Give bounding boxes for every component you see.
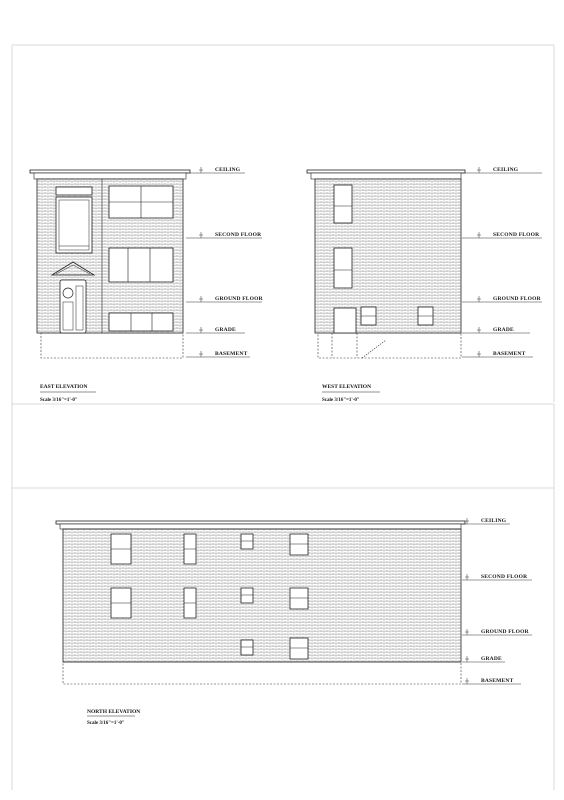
west-scale: Scale 3/16"=1'-0" — [322, 398, 360, 403]
east-label-second-floor: SECOND FLOOR — [215, 232, 262, 238]
east-elevation — [30, 167, 264, 403]
east-parapet — [34, 173, 186, 179]
east-label-ceiling: CEILING — [215, 167, 241, 173]
west-small-window-1 — [361, 307, 376, 325]
west-elevation — [307, 167, 542, 403]
north-label-second-floor: SECOND FLOOR — [481, 574, 528, 580]
east-foundation — [41, 333, 183, 358]
west-label-basement: BASEMENT — [493, 351, 526, 357]
west-title: WEST ELEVATION — [322, 384, 372, 390]
east-scale: Scale 3/16"=1'-0" — [40, 398, 78, 403]
east-window-lower — [109, 313, 173, 331]
west-label-ground-floor: GROUND FLOOR — [493, 296, 541, 302]
west-parapet — [311, 173, 461, 179]
north-scale: Scale 3/16"=1'-0" — [87, 721, 125, 726]
east-label-basement: BASEMENT — [215, 351, 248, 357]
east-label-ground-floor: GROUND FLOOR — [215, 296, 263, 302]
north-label-grade: GRADE — [481, 656, 502, 662]
north-label-ground-floor: GROUND FLOOR — [481, 629, 529, 635]
west-window-middle — [334, 248, 352, 288]
east-window-upper — [109, 186, 173, 218]
east-parapet-cap — [30, 170, 190, 173]
west-label-grade: GRADE — [493, 327, 514, 333]
west-small-window-2 — [418, 307, 433, 325]
north-parapet — [60, 524, 461, 529]
east-stair-window-upper — [56, 187, 92, 195]
west-rear-door — [334, 308, 356, 333]
west-basement-stair — [362, 340, 386, 358]
east-stair-window — [56, 197, 92, 253]
north-elevation — [56, 518, 532, 726]
west-window-upper — [334, 185, 352, 223]
east-window-middle — [109, 248, 173, 282]
north-level-ticks — [465, 518, 469, 684]
north-label-ceiling: CEILING — [481, 518, 507, 524]
west-label-ceiling: CEILING — [493, 167, 519, 173]
west-level-ticks — [477, 167, 481, 357]
east-title: EAST ELEVATION — [40, 384, 88, 390]
north-foundation — [63, 662, 461, 684]
north-label-basement: BASEMENT — [481, 678, 514, 684]
north-title: NORTH ELEVATION — [87, 709, 141, 715]
west-label-second-floor: SECOND FLOOR — [493, 232, 540, 238]
east-label-grade: GRADE — [215, 327, 236, 333]
west-foundation — [318, 333, 461, 358]
west-parapet-cap — [307, 170, 465, 173]
east-level-ticks — [199, 167, 203, 357]
sheet-borders — [12, 45, 554, 790]
north-parapet-cap — [56, 521, 465, 524]
